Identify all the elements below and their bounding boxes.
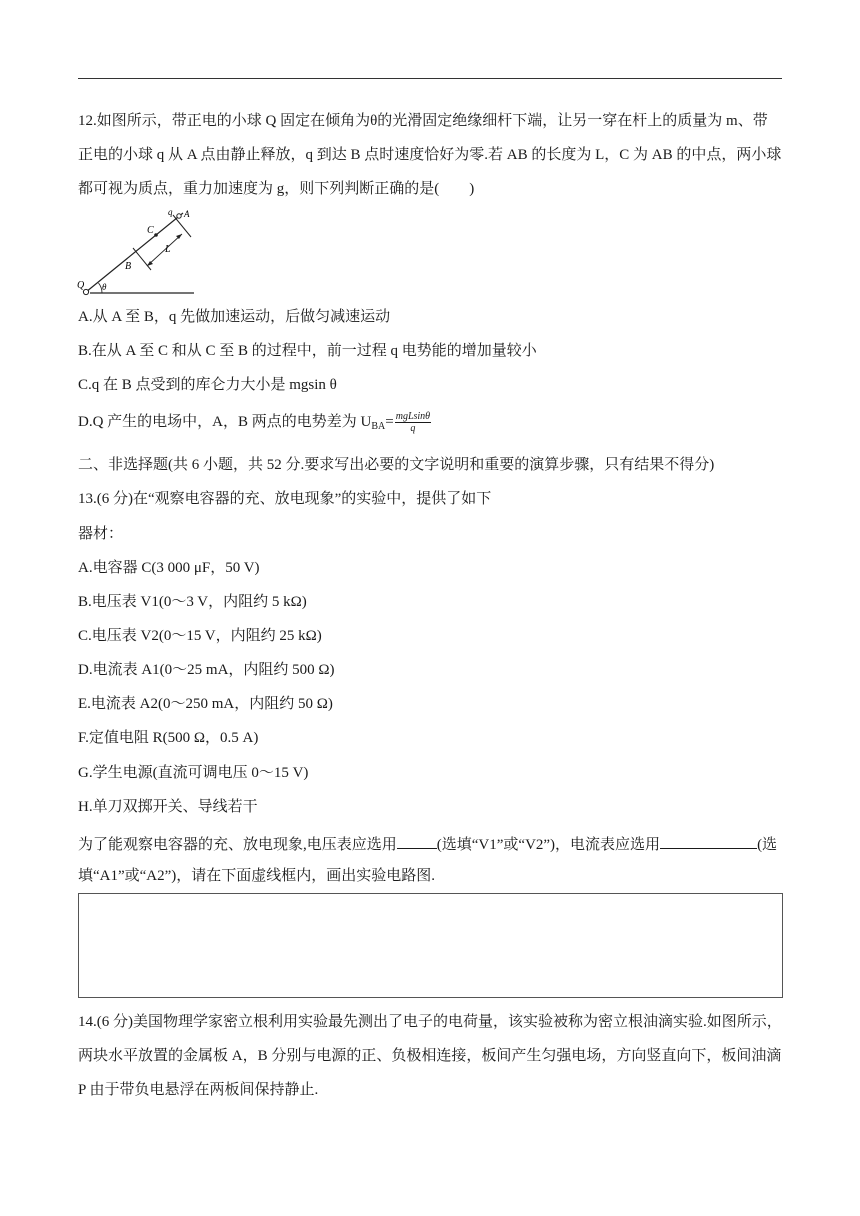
equipment-item: E.电流表 A2(0～250 mA，内阻约 50 Ω)	[78, 696, 333, 712]
option-a: A.从 A 至 B，q 先做加速运动，后做匀减速运动	[78, 309, 391, 325]
equipment-item: D.电流表 A1(0～25 mA，内阻约 500 Ω)	[78, 662, 335, 678]
figure-label-L: L	[165, 244, 171, 255]
incline-rod-figure	[76, 204, 198, 300]
figure-label-A: A	[184, 209, 190, 219]
equipment-item: A.电容器 C(3 000 μF，50 V)	[78, 560, 260, 576]
circuit-drawing-box[interactable]	[78, 893, 783, 998]
equipment-item: F.定值电阻 R(500 Ω，0.5 A)	[78, 730, 259, 746]
equipment-item: B.电压表 V1(0～3 V，内阻约 5 kΩ)	[78, 594, 307, 610]
header-rule	[78, 78, 782, 79]
section-2-heading: 二、非选择题(共 6 小题，共 52 分.要求写出必要的文字说明和重要的演算步骤，只有结果不得分)	[78, 457, 715, 473]
question-13-line-1: 13.(6 分)在“观察电容器的充、放电现象”的实验中，提供了如下	[78, 491, 492, 507]
ammeter-answer-blank[interactable]	[660, 832, 757, 849]
potential-difference-fraction: $\frac{\text{mgLsinθ}}{q}$	[395, 411, 431, 435]
option-d: D.Q 产生的电场中，A，B 两点的电势差为 $U_{BA}=$ $\frac{\text{mgLsinθ}}{q}$	[78, 411, 431, 435]
voltmeter-answer-blank[interactable]	[397, 832, 437, 849]
question-14-stem: 14.(6 分)美国物理学家密立根利用实验最先测出了电子的电荷量，该实验被称为密立根油滴实验.如图所示，两块水平放置的金属板 A，B 分别与电源的正、负极相连接，板间产生匀强电场，方向竖直向下，板间油滴 P 由于带负电悬浮在两板间保持静止.	[78, 1014, 782, 1098]
question-13-line-2: 器材：	[78, 526, 124, 542]
option-c: C.q 在 B 点受到的库仑力大小是 mgsin θ	[78, 377, 337, 393]
equipment-item: G.学生电源(直流可调电压 0～15 V)	[78, 765, 309, 781]
figure-label-Q: Q	[77, 280, 85, 291]
equipment-item: C.电压表 V2(0～15 V，内阻约 25 kΩ)	[78, 628, 322, 644]
option-b: B.在从 A 至 C 和从 C 至 B 的过程中，前一过程 q 电势能的增加量较小	[78, 343, 537, 359]
question-13-prompt-line-2: 填“A1”或“A2”)，请在下面虚线框内，画出实验电路图.	[78, 868, 436, 884]
question-12-stem: 12.如图所示，带正电的小球 Q 固定在倾角为θ的光滑固定绝缘细杆下端，让另一穿在杆上的质量为 m、带正电的小球 q 从 A 点由静止释放，q 到达 B 点时速度恰好为零.若 AB 的长度为 L，C 为 AB 的中点，两小球都可视为质点，重力加速度为 g，则下列判断正确的是( )	[78, 113, 782, 197]
figure-label-C: C	[147, 225, 154, 236]
equipment-item: H.单刀双掷开关、导线若干	[78, 799, 258, 815]
figure-label-theta: θ	[102, 282, 107, 292]
figure-label-q: q	[168, 207, 173, 217]
figure-label-B: B	[125, 261, 132, 272]
question-13-prompt-line-1: 为了能观察电容器的充、放电现象,电压表应选用 (选填“V1”或“V2”)，电流表应选用 (选	[78, 832, 777, 855]
